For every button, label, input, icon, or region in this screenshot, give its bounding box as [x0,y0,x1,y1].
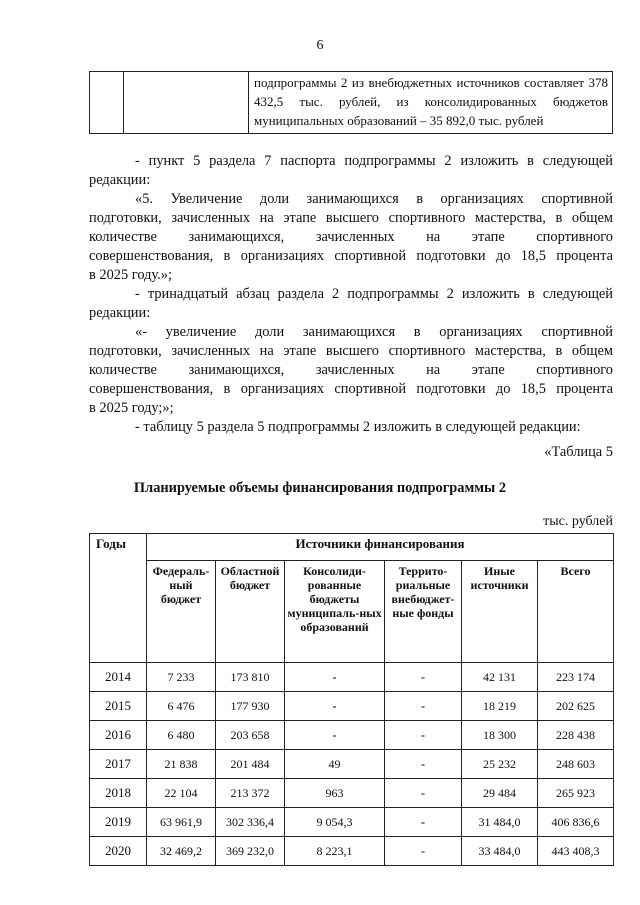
text-line: редакции: [89,305,151,321]
empty-cell [124,72,249,134]
cell-total: 228 438 [538,721,614,750]
cell-municipal: - [285,692,385,721]
cell-funds: - [385,663,462,692]
table-row [90,808,614,837]
cell-year: 2016 [90,721,147,750]
cell-federal: 21 838 [147,750,216,779]
cell-municipal: 9 054,3 [285,808,385,837]
table-title: Планируемые объемы финансирования подпрограммы 2 [133,480,507,496]
cell-federal: 22 104 [147,779,216,808]
cell-total: 406 836,6 [538,808,614,837]
text-line: подготовки, зачисленных на этапе высшего спортивного мастерства, в общем [89,210,613,226]
cell-regional: 302 336,4 [216,808,285,837]
cell-other: 18 300 [462,721,538,750]
text-line: в 2025 году;»; [89,400,174,416]
table-header-row [90,561,614,663]
cell-regional: 177 930 [216,692,285,721]
text-line: - тринадцатый абзац раздела 2 подпрограммы 2 изложить в следующей [135,286,613,302]
text-line: подготовки, зачисленных на этапе высшего спортивного мастерства, в общем [89,343,613,359]
cell-municipal: - [285,721,385,750]
text-line: совершенствования, в организациях спортивной подготовки до 18,5 процента [89,381,613,397]
cell-total: 265 923 [538,779,614,808]
paragraph-3 [89,285,613,323]
cell-total: 202 625 [538,692,614,721]
cell-municipal: 963 [285,779,385,808]
table-reference: «Таблица 5 [544,444,613,460]
cell-federal: 7 233 [147,663,216,692]
cell-other: 18 219 [462,692,538,721]
text-line: «5. Увеличение доли занимающихся в организациях спортивной [135,191,613,207]
text-line: редакции: [89,172,151,188]
table-row [90,837,614,866]
text-line: количестве занимающихся, зачисленных на этапе спортивного [89,362,613,378]
text-line: в 2025 году.»; [89,267,172,283]
cell-year: 2020 [90,837,147,866]
table-row [90,692,614,721]
cell-regional: 213 372 [216,779,285,808]
table-row [90,72,613,134]
cell-regional: 173 810 [216,663,285,692]
continuation-text: подпрограммы 2 из внебюджетных источников составляет 378 432,5 тыс. рублей, из консолидированных бюджетов муниципальных образований – 35 892,0 тыс. рублей [249,72,613,134]
cell-funds: - [385,837,462,866]
cell-year: 2014 [90,663,147,692]
cell-year: 2019 [90,808,147,837]
header-total: Всего [538,561,614,663]
cell-funds: - [385,721,462,750]
table-header-row [90,534,614,561]
cell-funds: - [385,779,462,808]
cell-municipal: - [285,663,385,692]
text-line: - таблицу 5 раздела 5 подпрограммы 2 изложить в следующей редакции: [135,419,581,435]
header-funds: Террито-риальные внебюджет-ные фонды [385,561,462,663]
table-row [90,663,614,692]
header-years: Годы [90,534,147,663]
cell-regional: 369 232,0 [216,837,285,866]
empty-cell [90,72,124,134]
header-sources: Источники финансирования [147,534,614,561]
paragraph-2 [89,190,613,285]
cell-federal: 63 961,9 [147,808,216,837]
financing-table [89,533,614,866]
text-line: - пункт 5 раздела 7 паспорта подпрограммы 2 изложить в следующей [135,153,613,169]
header-other: Иные источники [462,561,538,663]
cell-total: 443 408,3 [538,837,614,866]
cell-other: 25 232 [462,750,538,779]
table-row [90,779,614,808]
cell-regional: 201 484 [216,750,285,779]
header-federal: Федераль-ный бюджет [147,561,216,663]
units-label: тыс. рублей [543,514,613,529]
cell-other: 31 484,0 [462,808,538,837]
text-line: количестве занимающихся, зачисленных на этапе спортивного [89,229,613,245]
table-row [90,750,614,779]
cell-regional: 203 658 [216,721,285,750]
text-line: «- увеличение доли занимающихся в организациях спортивной [135,324,613,340]
cell-other: 33 484,0 [462,837,538,866]
cell-funds: - [385,750,462,779]
cell-year: 2018 [90,779,147,808]
header-municipal: Консолиди-рованные бюджеты муниципаль-ных образований [285,561,385,663]
table-row [90,721,614,750]
cell-other: 29 484 [462,779,538,808]
cell-federal: 32 469,2 [147,837,216,866]
header-regional: Областной бюджет [216,561,285,663]
cell-federal: 6 476 [147,692,216,721]
cell-federal: 6 480 [147,721,216,750]
cell-funds: - [385,808,462,837]
cell-municipal: 49 [285,750,385,779]
cell-municipal: 8 223,1 [285,837,385,866]
text-line: совершенствования, в организациях спортивной подготовки до 18,5 процента [89,248,613,264]
paragraph-1 [89,152,613,190]
cell-total: 223 174 [538,663,614,692]
continuation-table [89,71,613,134]
cell-year: 2017 [90,750,147,779]
cell-year: 2015 [90,692,147,721]
paragraph-4 [89,323,613,418]
cell-funds: - [385,692,462,721]
page-number: 6 [316,38,324,53]
paragraph-5 [89,418,613,437]
cell-other: 42 131 [462,663,538,692]
cell-total: 248 603 [538,750,614,779]
